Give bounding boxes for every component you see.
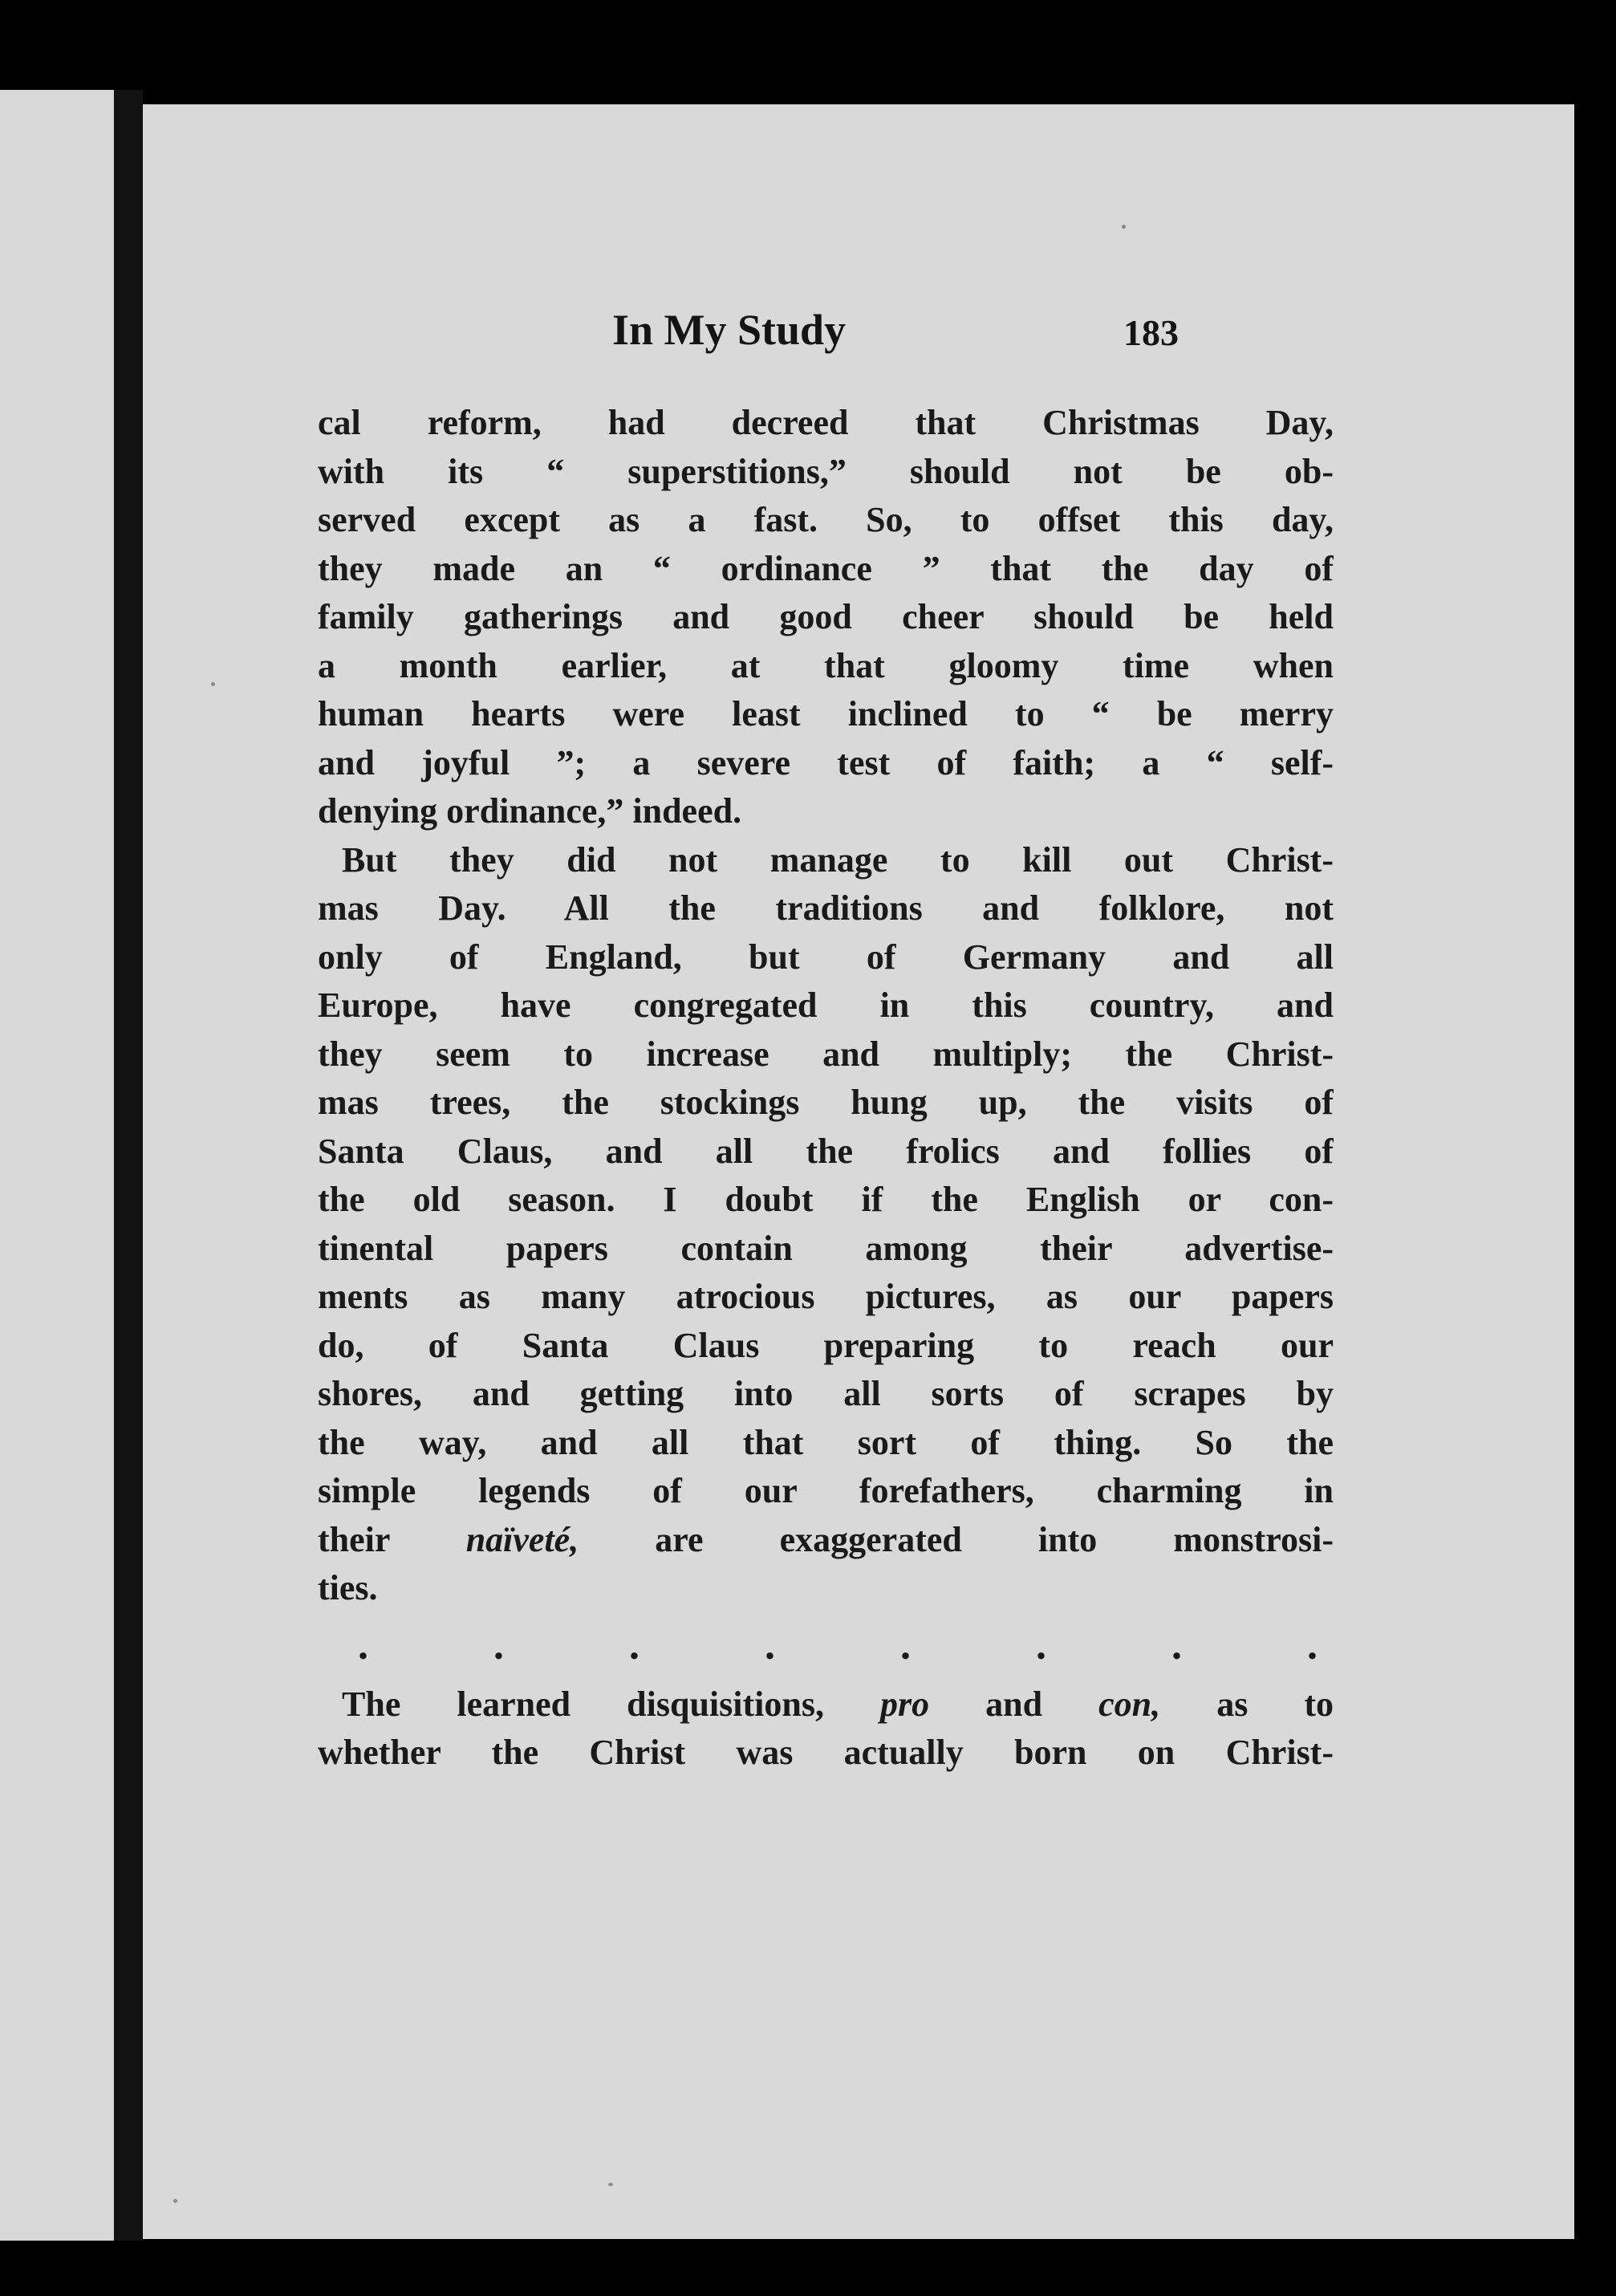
text-run: The learned disquisitions,	[342, 1684, 881, 1724]
text-line	[318, 1680, 1334, 1729]
text-line: they seem to increase and multiply; the Christ-	[318, 1034, 1334, 1074]
text-run: are exaggerated into monstrosi-	[579, 1519, 1334, 1559]
text-line: they made an “ ordinance ” that the day of	[318, 548, 1334, 588]
text-line: only of England, but of Germany and all	[318, 937, 1334, 977]
text-line: denying ordinance,” indeed.	[318, 791, 742, 831]
text-line: ments as many atrocious pictures, as our papers	[318, 1277, 1334, 1316]
text-line: a month earlier, at that gloomy time when	[318, 645, 1334, 685]
scan-speck	[211, 682, 215, 686]
text-line: human hearts were least inclined to “ be merry	[318, 694, 1334, 734]
text-line	[318, 1516, 1334, 1565]
text-line: cal reform, had decreed that Christmas Day,	[318, 403, 1334, 442]
text-line: family gatherings and good cheer should be held	[318, 597, 1334, 636]
text-run: and	[929, 1684, 1099, 1724]
text-line: do, of Santa Claus preparing to reach our	[318, 1325, 1334, 1365]
text-line: mas Day. All the traditions and folklore, not	[318, 888, 1334, 928]
italic-word: pro	[880, 1684, 930, 1724]
italic-word: con,	[1098, 1684, 1161, 1724]
text-line: the way, and all that sort of thing. So the	[318, 1422, 1334, 1462]
running-head	[143, 305, 1574, 393]
scan-speck	[173, 2199, 177, 2203]
page-number: 183	[1123, 312, 1179, 353]
italic-word: naïveté,	[465, 1519, 579, 1559]
text-line: served except as a fast. So, to offset this day,	[318, 500, 1334, 539]
text-line: simple legends of our forefathers, charming in	[318, 1471, 1334, 1510]
page-title: In My Study	[612, 306, 847, 354]
text-line: and joyful ”; a severe test of faith; a “ self-	[318, 742, 1334, 782]
facing-page-edge	[0, 90, 114, 2241]
section-break-dots: . . . . . . . .	[358, 1622, 1318, 1668]
text-line: Santa Claus, and all the frolics and follies of	[318, 1131, 1334, 1171]
text-line: tinental papers contain among their advertise-	[318, 1228, 1334, 1268]
book-page	[143, 104, 1574, 2239]
text-line: the old season. I doubt if the English or con-	[318, 1180, 1334, 1219]
text-line: mas trees, the stockings hung up, the visits of	[318, 1083, 1334, 1122]
text-run: as to	[1160, 1684, 1334, 1724]
text-line: with its “ superstitions,” should not be ob-	[318, 451, 1334, 491]
text-line: But they did not manage to kill out Christ-	[342, 839, 1334, 880]
scan-speck	[608, 2183, 613, 2186]
book-gutter	[114, 90, 143, 2241]
text-line: shores, and getting into all sorts of scrapes by	[318, 1374, 1334, 1413]
body-text	[318, 399, 1334, 1778]
scan-speck	[1122, 225, 1126, 229]
text-line: Europe, have congregated in this country, and	[318, 985, 1334, 1025]
text-run: their	[318, 1519, 466, 1559]
text-line: ties.	[318, 1568, 378, 1607]
text-line: whether the Christ was actually born on Christ-	[318, 1733, 1334, 1772]
